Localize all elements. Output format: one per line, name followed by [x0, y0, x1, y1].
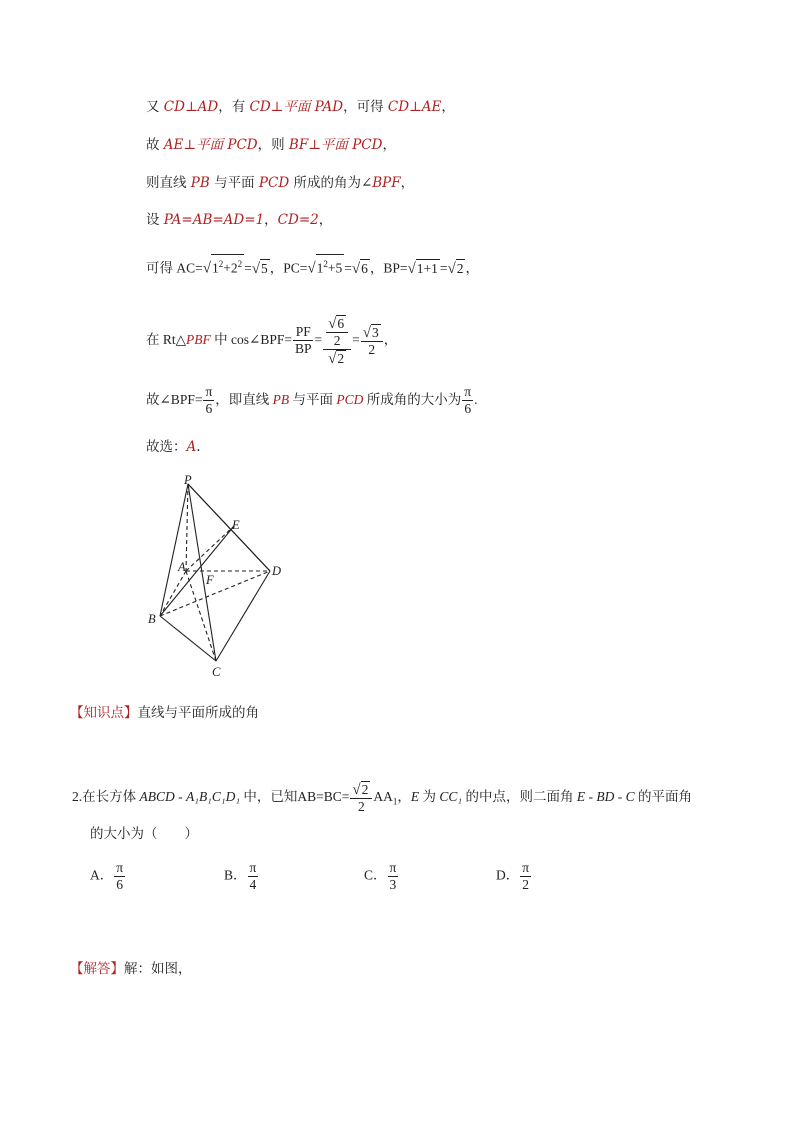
denominator: BP	[294, 341, 312, 357]
knowledge-point	[70, 701, 259, 721]
edge-pd2	[188, 484, 270, 571]
radicand: 6	[361, 260, 368, 276]
option-label: D．	[496, 867, 520, 883]
solution-line-3	[146, 174, 414, 192]
sqrt-expression: $√1^2+5$	[307, 254, 344, 278]
equals: =	[439, 260, 448, 276]
denominator: 2	[358, 798, 365, 814]
text: ，则	[257, 137, 289, 153]
math-text: BPF	[372, 175, 401, 191]
text: 在 Rt△	[146, 332, 187, 347]
math-text: CD⊥平面 PAD	[249, 99, 344, 115]
numerator: π	[389, 860, 397, 875]
radicand: 1	[316, 260, 324, 276]
radicand: +2	[223, 260, 238, 276]
denominator: 6	[205, 401, 213, 417]
compound-fraction	[323, 315, 351, 367]
numerator	[361, 324, 383, 342]
solution-line-4	[146, 211, 332, 229]
text: ，	[383, 332, 398, 347]
math-text: PB	[272, 392, 290, 407]
text: 与平面	[209, 175, 259, 191]
sqrt-expression: √6	[328, 315, 345, 332]
edge-ab	[160, 571, 186, 616]
text: ，	[318, 212, 333, 228]
math-text: AE⊥平面 PCD	[163, 137, 258, 153]
math-text: BF⊥平面 PCD	[288, 137, 383, 153]
text: 在长方体	[82, 789, 140, 804]
edge-bd	[160, 571, 270, 616]
numerator: π	[522, 860, 530, 875]
label-p: P	[184, 473, 192, 487]
sqrt-expression: $√1^2+2^2$	[203, 254, 244, 278]
radicand: 2	[337, 350, 345, 366]
answer-choice: A	[186, 439, 197, 455]
text: ，即直线	[215, 392, 273, 407]
sqrt-expression: √2	[352, 781, 369, 798]
question-number: 2.	[72, 789, 83, 804]
option-label: A．	[90, 867, 114, 883]
text: 所成的角为∠	[289, 175, 373, 191]
option-b[interactable]	[224, 860, 259, 893]
radicand: 3	[371, 324, 379, 340]
option-label: C．	[364, 867, 387, 883]
denominator	[323, 350, 351, 367]
text: ，可得	[343, 99, 388, 115]
radicand: 2	[456, 260, 464, 276]
math-text: A₁B₁C₁D₁	[186, 789, 241, 804]
text: 故选：	[146, 439, 187, 455]
edge-pb	[160, 484, 188, 616]
fraction-pi-6	[462, 384, 473, 417]
pyramid-figure	[140, 470, 300, 685]
text: .	[474, 392, 478, 407]
exponent: 2	[323, 259, 328, 269]
numerator: PF	[293, 324, 314, 341]
sqrt-expression: √6	[351, 260, 368, 277]
option-fraction	[114, 860, 125, 893]
radicand: 1+1	[416, 260, 438, 276]
edge-cd	[216, 571, 270, 661]
radicand: +5	[327, 260, 343, 276]
knowledge-text: 直线与平面所成的角	[137, 705, 259, 721]
solution-line-5	[146, 254, 479, 278]
answer-section	[70, 957, 192, 977]
edge-bc	[160, 616, 216, 661]
knowledge-tag: 【知识点】	[70, 705, 138, 721]
fraction-pf-bp	[293, 324, 314, 357]
equals: =	[244, 260, 252, 276]
solution-line-8	[146, 438, 201, 456]
inner-fraction	[326, 315, 348, 349]
equals: =	[344, 260, 352, 276]
math-text: CC₁	[439, 789, 463, 804]
sqrt-expression: √2	[328, 350, 345, 367]
sqrt-expression: √1+1	[407, 260, 438, 277]
solution-line-2	[146, 136, 396, 154]
option-c[interactable]	[364, 860, 399, 893]
text: ，	[400, 175, 415, 191]
text: 设	[146, 212, 164, 228]
solution-line-6	[146, 312, 397, 368]
label-a: A	[178, 560, 186, 574]
math-text: PC=	[283, 260, 308, 276]
question-2-line-2	[90, 822, 198, 842]
text: ，	[465, 260, 479, 276]
math-text: BP=	[383, 260, 408, 276]
text: 为	[419, 789, 440, 804]
text: ，	[441, 99, 455, 115]
sqrt-expression: √3	[362, 324, 379, 341]
math-text: E	[410, 789, 420, 804]
denominator: 2	[333, 332, 341, 348]
math-text: ABCD	[139, 789, 175, 804]
option-label: B．	[224, 867, 247, 883]
answer-text: 解：如图，	[124, 961, 192, 977]
fraction-sqrt3-2	[361, 324, 383, 358]
text: 的平面角	[634, 789, 692, 804]
text: .	[196, 439, 201, 455]
subscript: 1	[392, 796, 398, 807]
equals: =	[352, 332, 360, 347]
denominator: 6	[464, 401, 472, 417]
text: ，有	[218, 99, 250, 115]
sqrt-expression: √2	[447, 260, 464, 277]
math-text: cos∠BPF=	[231, 332, 292, 347]
label-f: F	[206, 573, 214, 587]
exponent: 2	[218, 259, 224, 269]
math-text: PBF	[186, 332, 211, 347]
label-c: C	[212, 665, 221, 679]
numerator: π	[464, 384, 472, 400]
denominator: 4	[249, 877, 257, 892]
math-text: CD⊥AD	[163, 99, 219, 115]
text: 可得	[146, 260, 177, 276]
option-fraction	[520, 860, 531, 893]
radicand: 6	[337, 315, 345, 331]
text: 的大小为（ ）	[90, 826, 198, 842]
text: -	[174, 789, 186, 804]
numerator	[323, 315, 351, 350]
option-a[interactable]	[90, 860, 126, 893]
text: 故	[146, 137, 164, 153]
math-text: AA	[373, 789, 393, 804]
math-text: PB	[190, 175, 210, 191]
radicand: 5	[260, 260, 268, 276]
text: 中，已知	[240, 789, 298, 804]
label-e: E	[232, 518, 240, 532]
numerator: π	[205, 384, 213, 400]
exponent: 2	[237, 259, 243, 269]
text: ，	[269, 260, 284, 276]
sqrt-expression: √5	[251, 260, 268, 277]
numerator	[350, 781, 372, 799]
radicand: 1	[211, 260, 219, 276]
edge-pa	[186, 484, 188, 571]
math-text: PA=AB=AD=1	[163, 212, 265, 228]
text: ，	[382, 137, 396, 153]
text: 与平面	[289, 392, 337, 407]
option-fraction	[248, 860, 259, 893]
math-text: AB=BC=	[297, 789, 350, 804]
numerator: π	[249, 860, 257, 875]
fraction-sqrt2-2	[350, 781, 372, 815]
math-text: CD⊥AE	[387, 99, 442, 115]
equals: =	[314, 332, 323, 347]
math-text: E - BD - C	[576, 789, 635, 804]
answer-tag: 【解答】	[70, 961, 124, 977]
text: ，	[369, 260, 384, 276]
numerator: π	[116, 860, 124, 875]
text: ，	[264, 212, 278, 228]
question-2-line-1	[72, 779, 692, 820]
solution-line-7	[146, 381, 477, 419]
denominator: 3	[389, 877, 397, 892]
numerator	[326, 315, 348, 333]
label-b: B	[148, 612, 156, 626]
text: 所成角的大小为	[363, 392, 462, 407]
solution-line-1	[146, 98, 455, 116]
denominator: 2	[522, 877, 530, 892]
text: 又	[146, 99, 164, 115]
text: 中	[210, 332, 228, 347]
edge-ae	[186, 526, 234, 571]
option-d[interactable]	[496, 860, 532, 893]
label-d: D	[272, 564, 282, 578]
math-text: CD=2	[277, 212, 319, 228]
fraction-pi-6	[203, 384, 214, 417]
math-text: PCD	[258, 175, 290, 191]
option-fraction	[388, 860, 399, 893]
denominator: 2	[368, 341, 376, 357]
math-text: PCD	[336, 392, 364, 407]
text: ，	[397, 789, 411, 804]
text: 则直线	[146, 175, 191, 191]
math-text: 故∠BPF=	[146, 392, 203, 407]
text: 的中点，则二面角	[462, 789, 577, 804]
radicand: 2	[361, 781, 369, 797]
denominator: 6	[116, 877, 124, 892]
math-text: AC=	[176, 260, 203, 276]
